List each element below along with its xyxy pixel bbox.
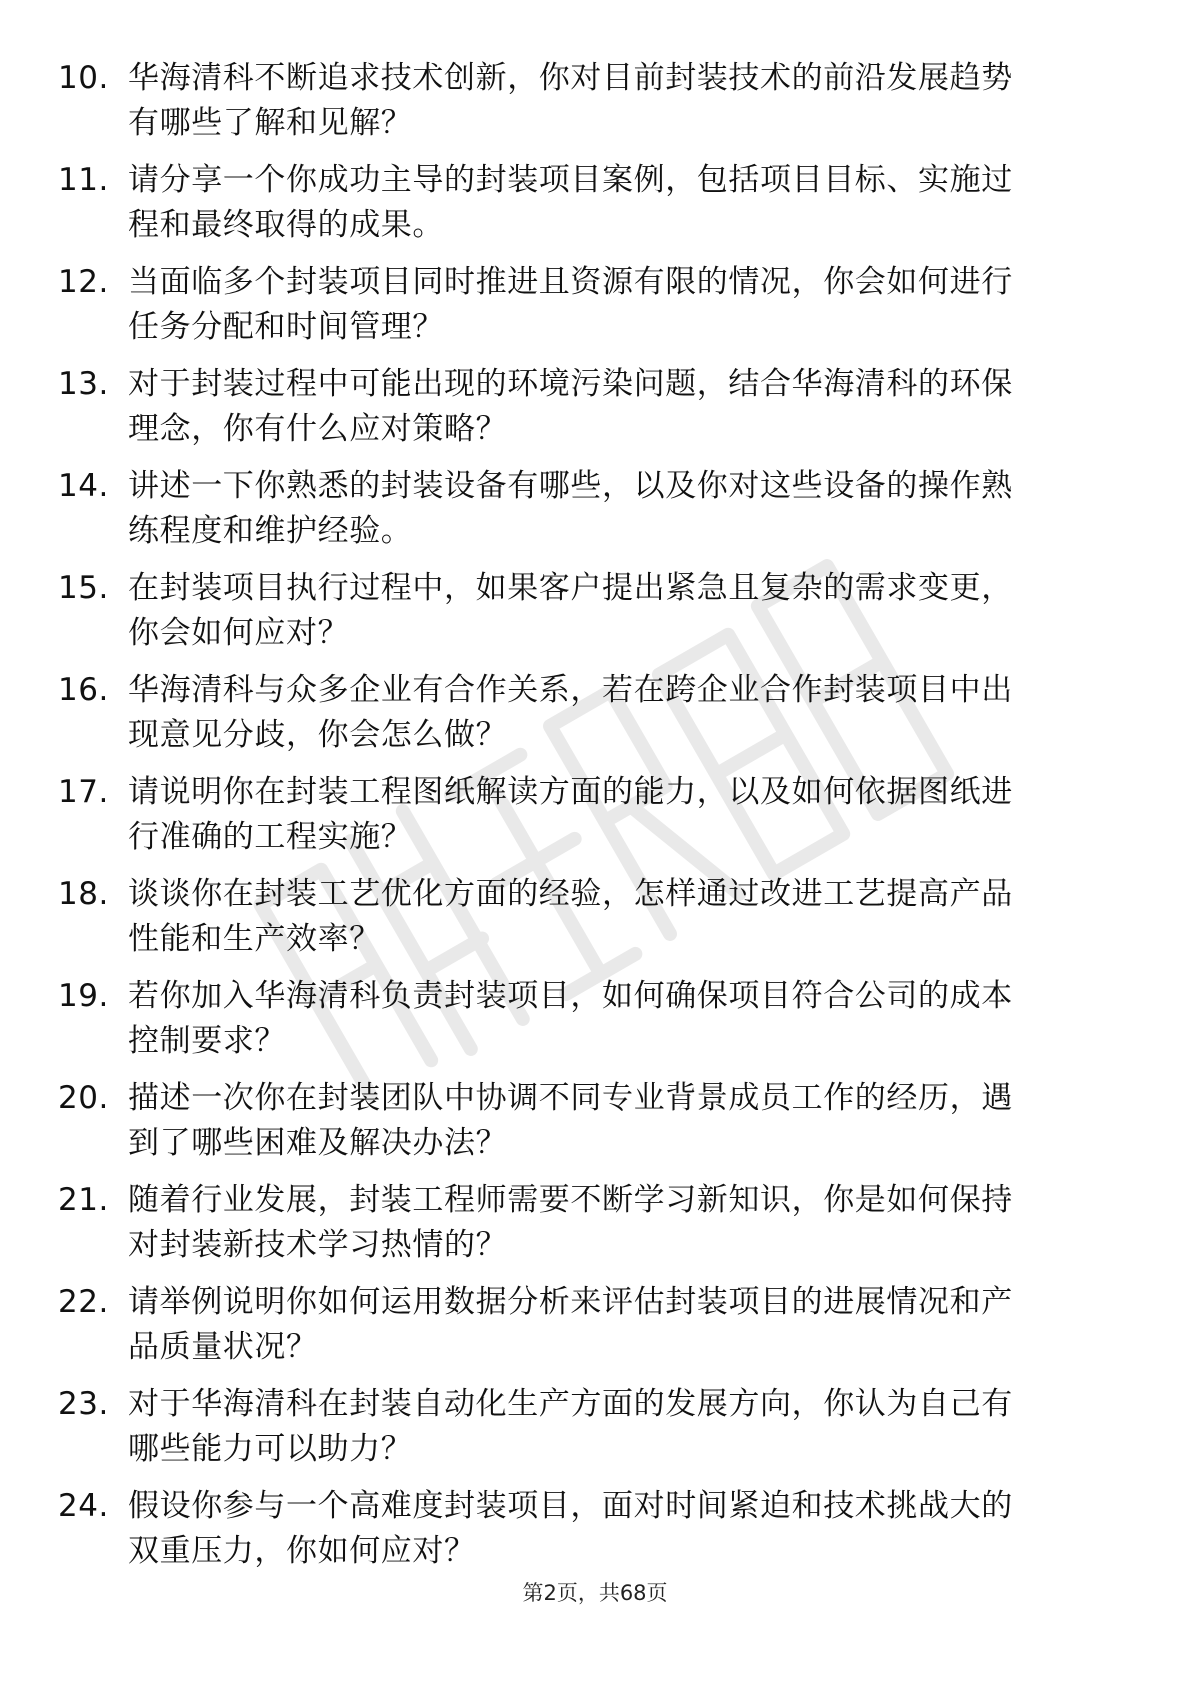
question-text (128, 260, 1128, 350)
question-line: 假设你参与一个高难度封装项目，面对时间紧迫和技术挑战大的 (128, 1488, 1013, 1524)
question-line: 谈谈你在封装工艺优化方面的经验，怎样通过改进工艺提高产品 (128, 876, 1013, 912)
question-line: 随着行业发展，封装工程师需要不断学习新知识，你是如何保持 (128, 1182, 1013, 1218)
question-item (0, 464, 1190, 566)
question-number: 23. (58, 1386, 109, 1422)
question-line: 对于封装过程中可能出现的环境污染问题，结合华海清科的环保 (128, 366, 1013, 402)
question-item (0, 1382, 1190, 1484)
question-line: 华海清科与众多企业有合作关系，若在跨企业合作封装项目中出 (128, 672, 1013, 708)
question-line: 现意见分歧，你会怎么做？ (128, 717, 508, 753)
question-number: 22. (58, 1284, 109, 1320)
question-line: 双重压力，你如何应对？ (128, 1533, 476, 1569)
question-item (0, 974, 1190, 1076)
question-line: 控制要求？ (128, 1023, 286, 1059)
question-line: 性能和生产效率？ (128, 921, 381, 957)
question-text (128, 1178, 1128, 1268)
question-text (128, 362, 1128, 452)
question-number: 18. (58, 876, 109, 912)
question-number: 20. (58, 1080, 109, 1116)
question-item (0, 260, 1190, 362)
question-number: 19. (58, 978, 109, 1014)
question-line: 行准确的工程实施？ (128, 819, 413, 855)
question-number: 13. (58, 366, 109, 402)
question-line: 请说明你在封装工程图纸解读方面的能力，以及如何依据图纸进 (128, 774, 1013, 810)
question-line: 程和最终取得的成果。 (128, 207, 444, 243)
question-item (0, 668, 1190, 770)
question-line: 任务分配和时间管理？ (128, 309, 444, 345)
question-number: 14. (58, 468, 109, 504)
question-line: 在封装项目执行过程中，如果客户提出紧急且复杂的需求变更， (128, 570, 1013, 606)
question-item (0, 872, 1190, 974)
question-line: 品质量状况？ (128, 1329, 318, 1365)
question-text (128, 1382, 1128, 1472)
question-number: 11. (58, 162, 109, 198)
question-item (0, 362, 1190, 464)
question-number: 16. (58, 672, 109, 708)
question-item (0, 158, 1190, 260)
question-line: 对于华海清科在封装自动化生产方面的发展方向，你认为自己有 (128, 1386, 1013, 1422)
question-item (0, 1484, 1190, 1586)
question-item (0, 1076, 1190, 1178)
question-line: 有哪些了解和见解？ (128, 105, 413, 141)
question-line: 你会如何应对？ (128, 615, 350, 651)
question-line: 当面临多个封装项目同时推进且资源有限的情况，你会如何进行 (128, 264, 1013, 300)
question-line: 练程度和维护经验。 (128, 513, 413, 549)
question-number: 21. (58, 1182, 109, 1218)
question-line: 描述一次你在封装团队中协调不同专业背景成员工作的经历，遇 (128, 1080, 1013, 1116)
question-line: 对封装新技术学习热情的？ (128, 1227, 508, 1263)
question-number: 12. (58, 264, 109, 300)
question-number: 24. (58, 1488, 109, 1524)
question-item (0, 56, 1190, 158)
question-line: 若你加入华海清科负责封装项目，如何确保项目符合公司的成本 (128, 978, 1013, 1014)
question-text (128, 56, 1128, 146)
question-text (128, 974, 1128, 1064)
question-item (0, 770, 1190, 872)
question-text (128, 770, 1128, 860)
question-line: 到了哪些困难及解决办法？ (128, 1125, 508, 1161)
question-text (128, 1484, 1128, 1574)
question-line: 请分享一个你成功主导的封装项目案例，包括项目目标、实施过 (128, 162, 1013, 198)
question-text (128, 668, 1128, 758)
question-text (128, 1076, 1128, 1166)
question-item (0, 1280, 1190, 1382)
page-footer: 第2页，共68页 (522, 1581, 668, 1605)
question-text (128, 872, 1128, 962)
question-text (128, 566, 1128, 656)
question-line: 请举例说明你如何运用数据分析来评估封装项目的进展情况和产 (128, 1284, 1013, 1320)
question-item (0, 566, 1190, 668)
question-line: 理念，你有什么应对策略？ (128, 411, 508, 447)
question-text (128, 158, 1128, 248)
question-text (128, 464, 1128, 554)
question-item (0, 1178, 1190, 1280)
question-text (128, 1280, 1128, 1370)
question-number: 17. (58, 774, 109, 810)
question-number: 15. (58, 570, 109, 606)
question-line: 哪些能力可以助力？ (128, 1431, 413, 1467)
question-line: 华海清科不断追求技术创新，你对目前封装技术的前沿发展趋势 (128, 60, 1013, 96)
question-list (0, 56, 1190, 1586)
question-line: 讲述一下你熟悉的封装设备有哪些，以及你对这些设备的操作熟 (128, 468, 1013, 504)
question-number: 10. (58, 60, 109, 96)
